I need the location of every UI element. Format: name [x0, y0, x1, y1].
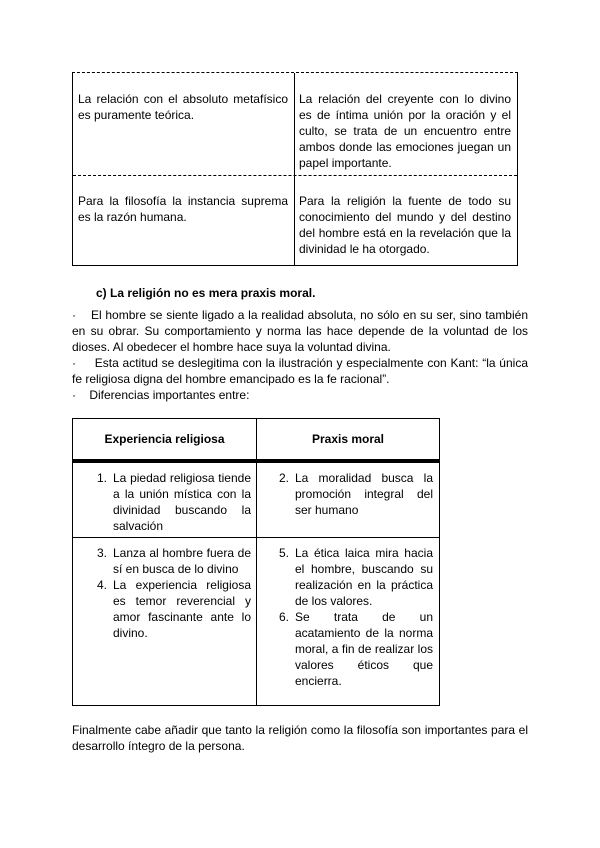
- table-row-divider: [73, 537, 439, 538]
- table-cell-religion-1: La relación del creyente con lo divino es de íntima unión por la oración y el culto, se trata de un encuentro entre ambos donde las emociones juegan un papel importante.: [299, 92, 511, 170]
- list-number: 6.: [278, 610, 289, 624]
- bullet-text: Esta actitud se deslegitima con la ilustración y especialmente con Kant: “la única fe religiosa digna del hombre emancipado es la fe racional”.: [72, 356, 528, 386]
- list-text: Lanza al hombre fuera de sí en busca de lo divino: [113, 546, 251, 576]
- list-number: 1.: [96, 471, 107, 485]
- header-moral-praxis: Praxis moral: [311, 432, 385, 446]
- list-text: La piedad religiosa tiende a la unión mística con la divinidad buscando la salvación: [113, 471, 251, 533]
- list-text: Se trata de un acatamiento de la norma moral, a fin de realizar los valores éticos que encierra.: [295, 610, 433, 688]
- bullet-text: Diferencias importantes entre:: [89, 388, 250, 402]
- bullet-symbol: ·: [72, 308, 76, 322]
- bullet-symbol: ·: [72, 356, 76, 370]
- table-column-divider: [256, 419, 257, 705]
- list-text: La experiencia religiosa es temor reverencial y amor fascinante ante lo divino.: [113, 578, 251, 640]
- bullet-symbol: ·: [72, 388, 76, 402]
- header-religious-experience: Experiencia religiosa: [104, 432, 225, 446]
- section-heading: c) La religión no es mera praxis moral.: [96, 286, 316, 300]
- table-cell-philosophy-2: Para la filosofía la instancia suprema es la razón humana.: [78, 194, 288, 224]
- list-number: 2.: [278, 471, 289, 485]
- list-number: 5.: [278, 546, 289, 560]
- list-number: 4.: [96, 578, 107, 592]
- list-number: 3.: [96, 546, 107, 560]
- philosophy-religion-table: [72, 72, 518, 266]
- table-cell-religion-2: Para la religión la fuente de todo su conocimiento del mundo y del destino del hombre está en la revelación que la divinidad le ha otorgado.: [299, 194, 511, 256]
- table-row-divider: [73, 175, 517, 176]
- closing-paragraph: Finalmente cabe añadir que tanto la religión como la filosofía son importantes para el desarrollo íntegro de la persona.: [72, 723, 528, 753]
- bullet-paragraph-1: [72, 307, 528, 355]
- list-text: La ética laica mira hacia el hombre, buscando su realización en la práctica de los valores.: [295, 546, 433, 608]
- bullet-paragraph-2: [72, 355, 528, 387]
- bullet-text: El hombre se siente ligado a la realidad absoluta, no sólo en su ser, sino también en su obrar. Su comportamiento y norma las hace depende de la voluntad de los dioses. Al obedecer el hombre hace suya la voluntad divina.: [72, 308, 528, 354]
- bullet-paragraph-3: [72, 387, 528, 403]
- comparison-table: [72, 418, 440, 706]
- table-cell-philosophy-1: La relación con el absoluto metafísico es puramente teórica.: [78, 92, 288, 122]
- table-column-divider: [294, 73, 295, 265]
- list-text: La moralidad busca la promoción integral del ser humano: [295, 471, 433, 517]
